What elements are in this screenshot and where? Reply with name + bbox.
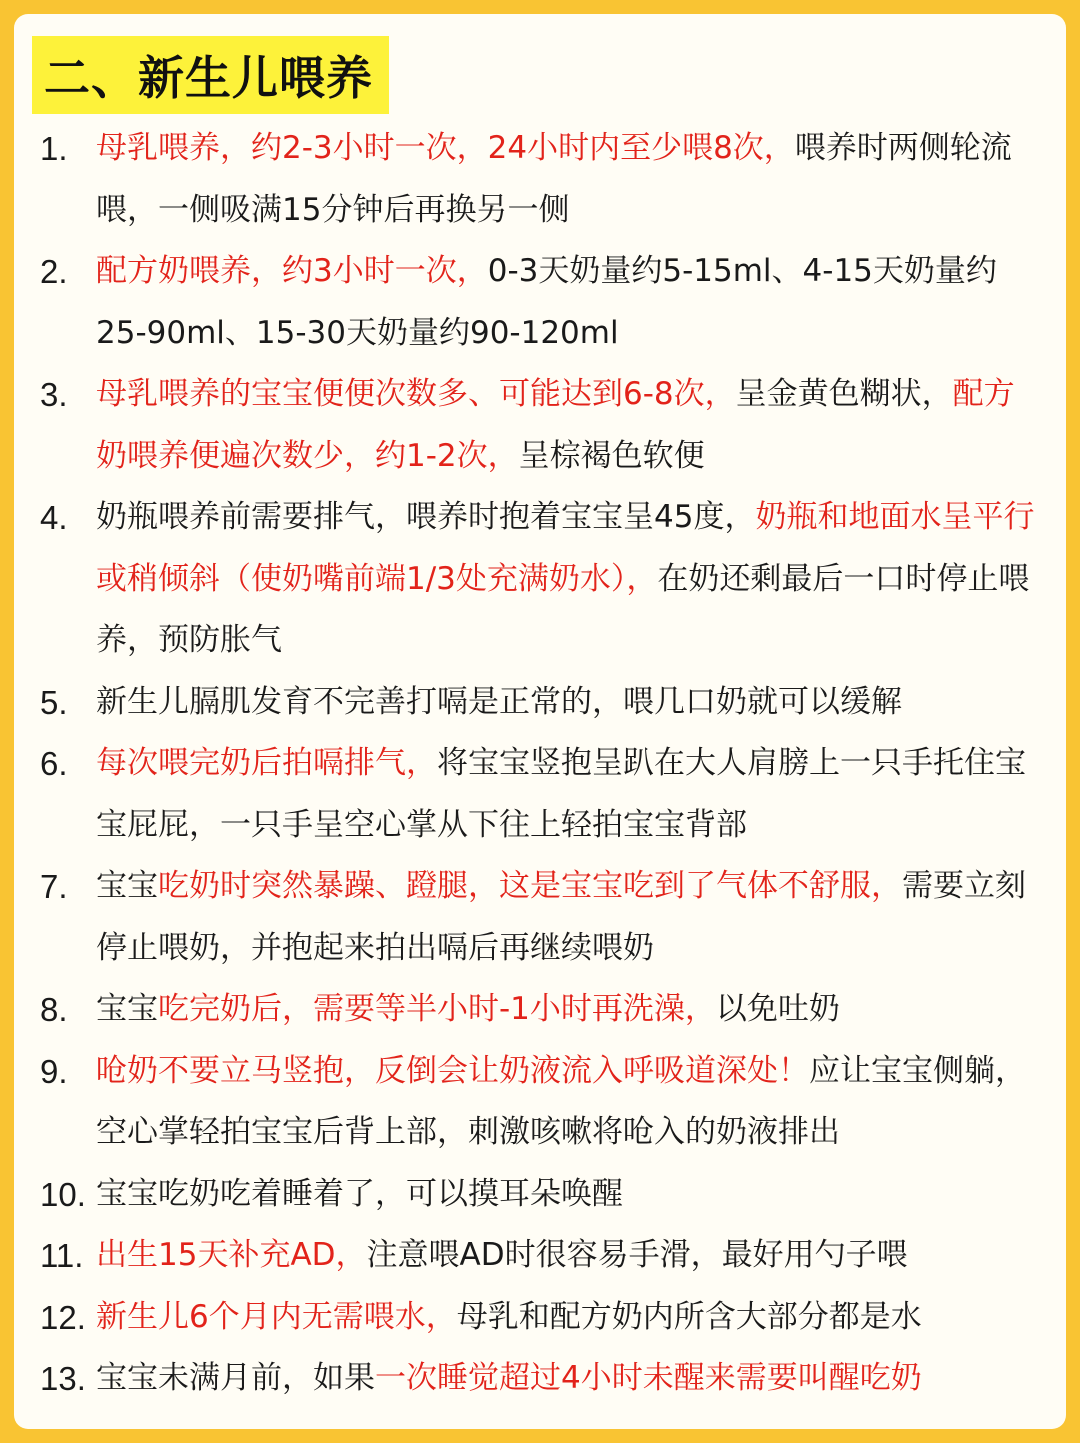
item-text (96, 118, 1042, 241)
section-title: 二、新生儿喂养 (44, 51, 373, 105)
list-item (14, 1348, 1066, 1410)
content-card (14, 14, 1066, 1429)
emphasis-text: 母乳喂养，约2-3小时一次，24小时内至少喂8次， (96, 130, 795, 166)
item-text (96, 1164, 1042, 1226)
emphasis-text: 母乳喂养的宝宝便便次数多、可能达到6-8次， (96, 376, 736, 412)
emphasis-text: 新生儿6个月内无需喂水， (96, 1298, 457, 1335)
plain-text: 将宝宝竖抱呈趴在大人肩膀上一只手托住宝宝屁屁，一只手呈空心掌从下往上轻拍宝宝背部 (96, 745, 1026, 843)
list-item (14, 118, 1066, 241)
item-text (96, 672, 1042, 734)
item-number: 10. (40, 1175, 86, 1213)
plain-text: 应让宝宝侧躺，空心掌轻拍宝宝后背上部，刺激咳嗽将呛入的奶液排出 (96, 1052, 1026, 1150)
item-number: 7. (40, 868, 68, 905)
item-text (96, 1225, 1042, 1287)
item-number: 1. (40, 130, 68, 167)
item-text (96, 1041, 1042, 1164)
item-text (96, 1348, 1042, 1410)
emphasis-text: 奶瓶和地面水呈平行或稍倾斜（使奶嘴前端1/3处充满奶水）， (96, 499, 1035, 597)
item-number: 5. (40, 683, 68, 721)
list-item (14, 364, 1066, 487)
emphasis-text: 吃奶时突然暴躁、蹬腿，这是宝宝吃到了气体不舒服， (158, 868, 902, 904)
list-item (14, 487, 1066, 672)
plain-text: 宝宝 (96, 991, 158, 1027)
item-number: 8. (40, 991, 68, 1028)
list-item (14, 979, 1066, 1041)
plain-text: 新生儿膈肌发育不完善打嗝是正常的，喂几口奶就可以缓解 (96, 683, 902, 720)
item-number: 4. (40, 499, 68, 536)
item-text (96, 487, 1042, 672)
plain-text: 需要立刻停止喂奶，并抱起来拍出嗝后再继续喂奶 (96, 868, 1026, 966)
emphasis-text: 一次睡觉超过4小时未醒来需要叫醒吃奶 (375, 1360, 922, 1396)
emphasis-text: 每次喂完奶后拍嗝排气， (96, 745, 437, 781)
item-number: 6. (40, 745, 68, 782)
item-text (96, 241, 1042, 364)
list-item (14, 1041, 1066, 1164)
plain-text: 宝宝吃奶吃着睡着了，可以摸耳朵唤醒 (96, 1175, 623, 1212)
item-text (96, 733, 1042, 856)
list-item (14, 1164, 1066, 1226)
feeding-tips-list (14, 118, 1066, 1410)
item-number: 11. (40, 1237, 84, 1274)
emphasis-text: 配方奶喂养便遍次数少，约1-2次， (96, 376, 1015, 474)
item-text (96, 856, 1042, 979)
list-item (14, 733, 1066, 856)
plain-text: 宝宝未满月前，如果 (96, 1360, 375, 1396)
list-item (14, 241, 1066, 364)
emphasis-text: 呛奶不要立马竖抱，反倒会让奶液流入呼吸道深处！ (96, 1052, 809, 1089)
item-number: 13. (40, 1360, 86, 1397)
item-number: 3. (40, 376, 68, 413)
plain-text: 母乳和配方奶内所含大部分都是水 (456, 1298, 922, 1335)
plain-text: 喂养时两侧轮流喂，一侧吸满15分钟后再换另一侧 (96, 130, 1012, 228)
section-title-highlight (32, 36, 389, 114)
plain-text: 宝宝 (96, 868, 158, 904)
emphasis-text: 吃完奶后，需要等半小时-1小时再洗澡， (158, 991, 716, 1027)
emphasis-text: 出生15天补充AD， (96, 1237, 367, 1273)
plain-text: 奶瓶喂养前需要排气，喂养时抱着宝宝呈45度， (96, 499, 756, 535)
list-item (14, 1287, 1066, 1349)
plain-text: 以免吐奶 (715, 991, 840, 1027)
item-number: 9. (40, 1052, 68, 1090)
plain-text: 0-3天奶量约5-15ml、4-15天奶量约25-90ml、15-30天奶量约90-120ml (96, 253, 997, 351)
item-number: 2. (40, 253, 68, 290)
plain-text: 在奶还剩最后一口时停止喂养，预防胀气 (96, 560, 1030, 658)
plain-text: 呈棕褐色软便 (518, 437, 705, 474)
item-number: 12. (40, 1298, 86, 1336)
item-text (96, 364, 1042, 487)
plain-text: 呈金黄色糊状， (735, 376, 953, 412)
list-item (14, 672, 1066, 734)
list-item (14, 1225, 1066, 1287)
emphasis-text: 配方奶喂养，约3小时一次， (96, 253, 488, 289)
plain-text: 注意喂AD时很容易手滑，最好用勺子喂 (366, 1237, 908, 1273)
item-text (96, 979, 1042, 1041)
item-text (96, 1287, 1042, 1349)
list-item (14, 856, 1066, 979)
